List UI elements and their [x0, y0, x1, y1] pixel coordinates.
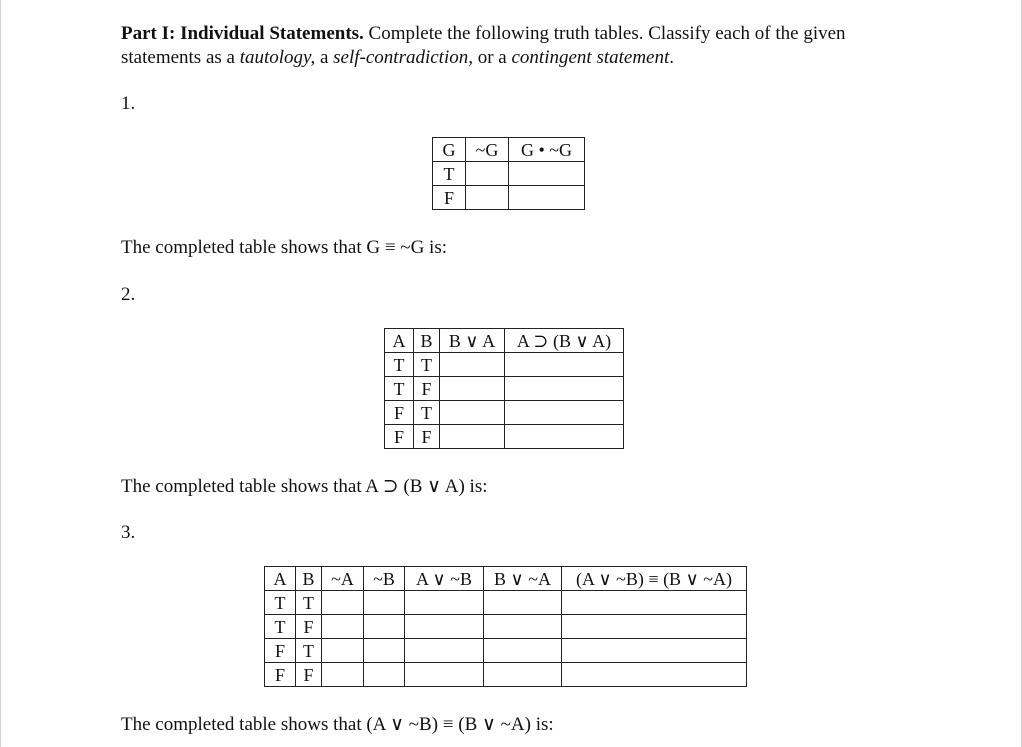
table-cell: F	[265, 663, 296, 687]
header-cell: A	[265, 567, 296, 591]
answer-cell[interactable]	[405, 615, 484, 639]
instructions-text-1: Complete the following truth tables. Classify each of the given statements as a	[121, 23, 846, 68]
table-row	[265, 615, 747, 639]
answer-cell[interactable]	[364, 639, 405, 663]
table-row	[385, 425, 624, 449]
table-cell: F	[296, 663, 322, 687]
table-header-row	[385, 329, 624, 353]
table-row	[265, 663, 747, 687]
header-cell: B ∨ ~A	[484, 567, 562, 591]
problem-1-conclusion: The completed table shows that G ≡ ~G is:	[121, 237, 447, 258]
answer-cell[interactable]	[509, 162, 585, 186]
answer-cell[interactable]	[322, 639, 364, 663]
problem-3-conclusion: The completed table shows that (A ∨ ~B) ≡ (B ∨ ~A) is:	[121, 714, 554, 735]
table-cell: F	[414, 377, 440, 401]
answer-cell[interactable]	[505, 425, 624, 449]
answer-cell[interactable]	[505, 377, 624, 401]
answer-cell[interactable]	[364, 615, 405, 639]
table-row	[433, 186, 585, 210]
answer-cell[interactable]	[466, 186, 509, 210]
problem-2-conclusion: The completed table shows that A ⊃ (B ∨ A) is:	[121, 476, 488, 497]
truth-table-1	[432, 137, 585, 210]
table-row	[385, 401, 624, 425]
answer-cell[interactable]	[405, 591, 484, 615]
header-cell: A ⊃ (B ∨ A)	[505, 329, 624, 353]
answer-cell[interactable]	[484, 591, 562, 615]
answer-cell[interactable]	[364, 591, 405, 615]
problem-1-number: 1.	[121, 93, 136, 114]
table-cell: T	[296, 591, 322, 615]
answer-cell[interactable]	[405, 639, 484, 663]
table-cell: T	[385, 377, 414, 401]
table-cell: T	[296, 639, 322, 663]
table-cell: T	[433, 162, 466, 186]
header-cell: ~A	[322, 567, 364, 591]
answer-cell[interactable]	[505, 401, 624, 425]
table-cell: F	[385, 425, 414, 449]
instructions-text-3: or a	[472, 47, 512, 68]
table-cell: T	[414, 353, 440, 377]
answer-cell[interactable]	[562, 615, 747, 639]
truth-table-2	[384, 328, 624, 449]
header-cell: ~G	[466, 138, 509, 162]
header-cell: A	[385, 329, 414, 353]
table-header-row	[433, 138, 585, 162]
answer-cell[interactable]	[484, 615, 562, 639]
instructions-text-2: a	[315, 47, 334, 68]
instructions-paragraph	[121, 22, 921, 70]
answer-cell[interactable]	[562, 639, 747, 663]
answer-cell[interactable]	[405, 663, 484, 687]
answer-cell[interactable]	[322, 663, 364, 687]
term-self-contradiction: self-contradiction,	[333, 47, 473, 68]
problem-3-number: 3.	[121, 522, 136, 543]
table-cell: F	[265, 639, 296, 663]
answer-cell[interactable]	[440, 377, 505, 401]
answer-cell[interactable]	[484, 639, 562, 663]
table-cell: F	[296, 615, 322, 639]
answer-cell[interactable]	[562, 663, 747, 687]
table-cell: F	[385, 401, 414, 425]
answer-cell[interactable]	[562, 591, 747, 615]
problem-2-number: 2.	[121, 284, 136, 305]
table-cell: F	[414, 425, 440, 449]
table-row	[265, 591, 747, 615]
answer-cell[interactable]	[322, 615, 364, 639]
table-row	[433, 162, 585, 186]
answer-cell[interactable]	[505, 353, 624, 377]
table-row	[385, 377, 624, 401]
table-cell: T	[265, 615, 296, 639]
answer-cell[interactable]	[364, 663, 405, 687]
answer-cell[interactable]	[440, 353, 505, 377]
instructions-text-4: .	[669, 47, 675, 68]
header-cell: G	[433, 138, 466, 162]
answer-cell[interactable]	[440, 425, 505, 449]
part-heading: Part I: Individual Statements.	[121, 23, 364, 44]
header-cell: B	[414, 329, 440, 353]
header-cell: B ∨ A	[440, 329, 505, 353]
truth-table-3	[264, 566, 747, 687]
table-row	[385, 353, 624, 377]
header-cell: ~B	[364, 567, 405, 591]
term-contingent: contingent statement	[511, 47, 670, 68]
term-tautology: tautology,	[239, 47, 316, 68]
table-row	[265, 639, 747, 663]
header-cell: G • ~G	[509, 138, 585, 162]
answer-cell[interactable]	[466, 162, 509, 186]
answer-cell[interactable]	[440, 401, 505, 425]
table-cell: F	[433, 186, 466, 210]
table-cell: T	[385, 353, 414, 377]
answer-cell[interactable]	[484, 663, 562, 687]
table-header-row	[265, 567, 747, 591]
table-cell: T	[265, 591, 296, 615]
table-cell: T	[414, 401, 440, 425]
header-cell: (A ∨ ~B) ≡ (B ∨ ~A)	[562, 567, 747, 591]
header-cell: A ∨ ~B	[405, 567, 484, 591]
header-cell: B	[296, 567, 322, 591]
answer-cell[interactable]	[322, 591, 364, 615]
answer-cell[interactable]	[509, 186, 585, 210]
